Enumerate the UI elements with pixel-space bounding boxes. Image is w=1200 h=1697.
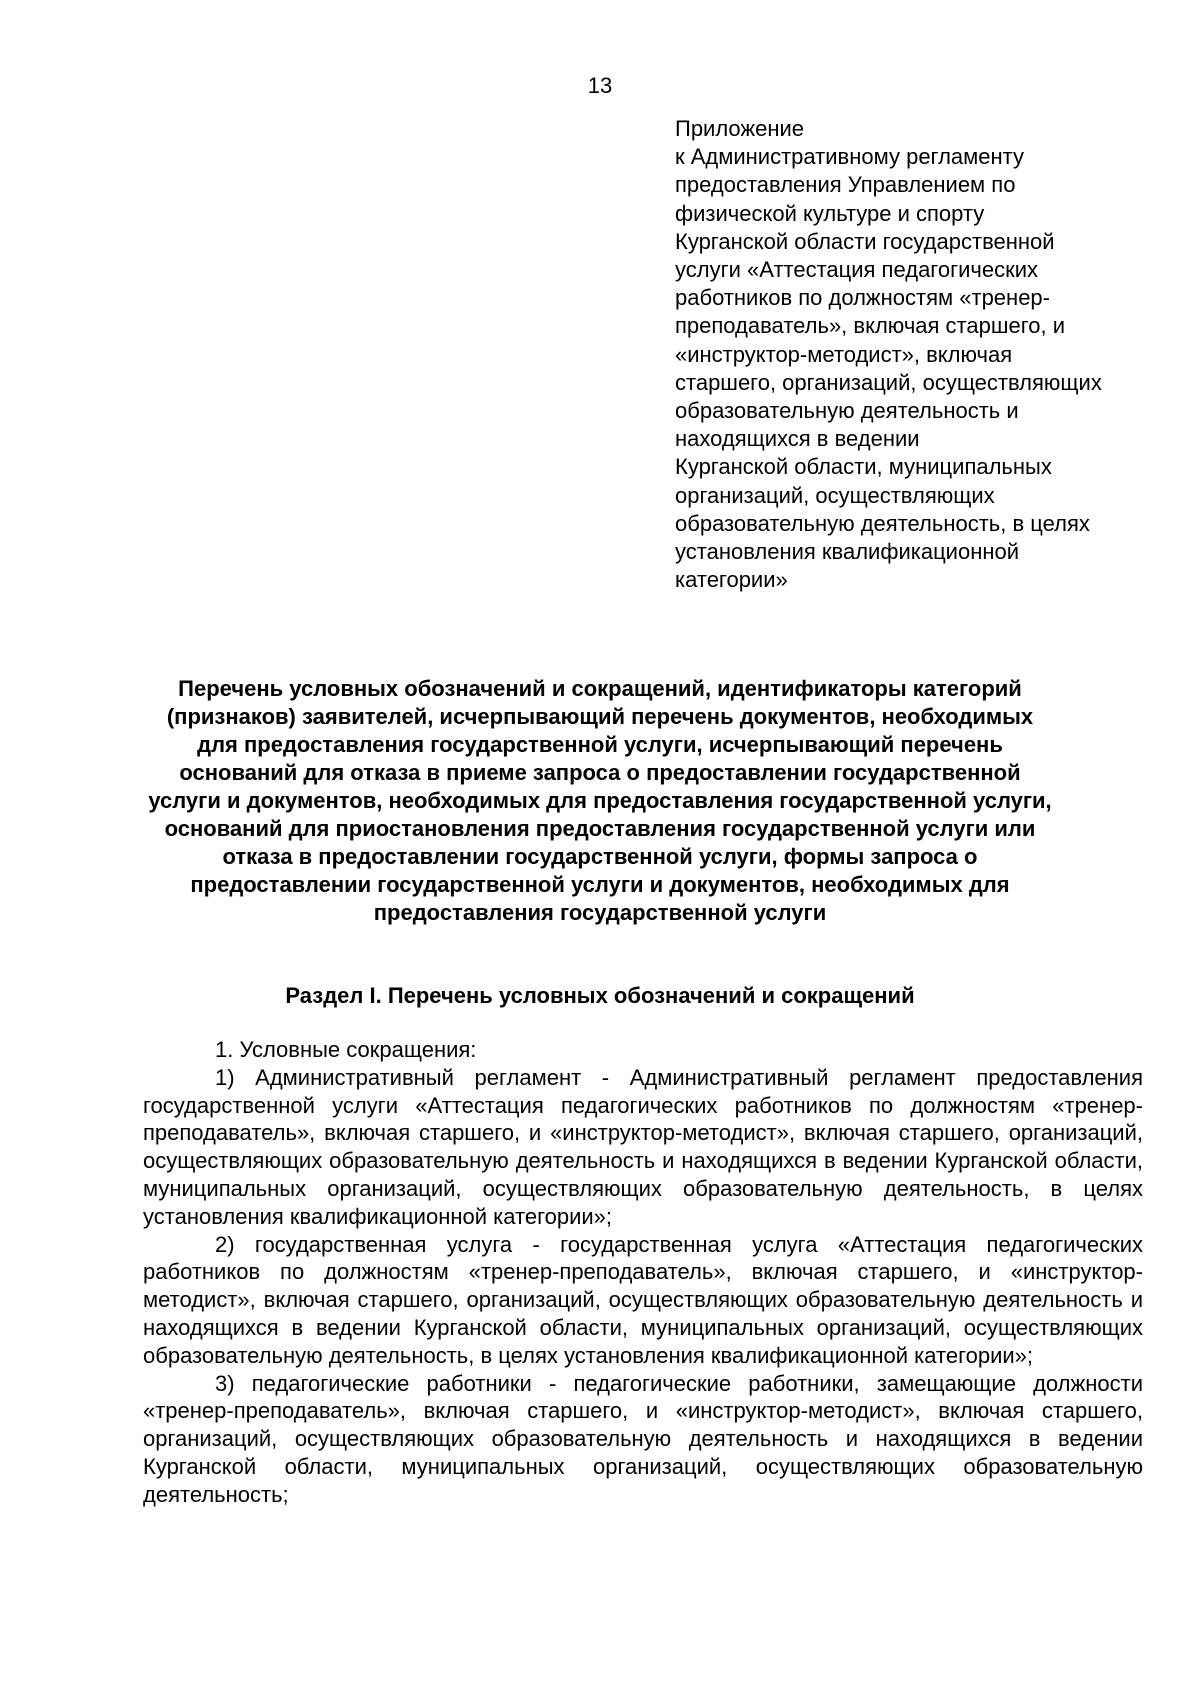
appendix-reference — [675, 115, 1145, 594]
appendix-line: «инструктор-методист», включая — [675, 341, 1013, 367]
appendix-line: работников по должностям «тренер- — [675, 285, 1050, 311]
appendix-line: физической культуре и спорту — [675, 200, 985, 226]
title-line: оснований для приостановления предоставления государственной услуги или — [164, 816, 1036, 841]
title-line: Перечень условных обозначений и сокращений, идентификаторы категорий — [178, 676, 1022, 701]
appendix-line: услуги «Аттестация педагогических — [675, 257, 1038, 283]
appendix-line: категории» — [675, 567, 788, 593]
title-line: (признаков) заявителей, исчерпывающий перечень документов, необходимых — [166, 704, 1034, 729]
page-number: 13 — [587, 73, 613, 98]
appendix-line: образовательную деятельность, в целях — [675, 510, 1090, 536]
title-line: услуги и документов, необходимых для предоставления государственной услуги, — [148, 788, 1052, 813]
title-line: отказа в предоставлении государственной услуги, формы запроса о — [222, 844, 978, 869]
title-line: предоставлении государственной услуги и документов, необходимых для — [190, 872, 1010, 897]
appendix-line: находящихся в ведении — [675, 426, 920, 452]
title-line: для предоставления государственной услуги, исчерпывающий перечень — [197, 732, 1003, 757]
appendix-line: преподаватель», включая старшего, и — [675, 313, 1066, 339]
appendix-line: Курганской области, муниципальных — [675, 454, 1052, 480]
paragraph-item-2: 2) государственная услуга - государственная услуга «Аттестация педагогических работников по должностям «тренер-преподаватель», включая старшего, и «инструктор-методист», включая старшего, организаций, осуществляющих образовательную деятельность и находящихся в ведении Курганской области, муниципальных организаций, осуществляющих образовательную деятельность, в целях установления квалификационной категории»; — [143, 1231, 1143, 1368]
title-line: предоставления государственной услуги — [373, 900, 827, 925]
section-body — [143, 1036, 1143, 1509]
appendix-line: организаций, осуществляющих — [675, 482, 995, 508]
appendix-line: установления квалификационной — [675, 539, 1020, 565]
paragraph-item-3: 3) педагогические работники - педагогические работники, замещающие должности «тренер-преподаватель», включая старшего, и «инструктор-методист», включая старшего, организаций, осуществляющих образовательную деятельность и находящихся в ведении Курганской области, муниципальных организаций, осуществляющих образовательную деятельность; — [143, 1370, 1143, 1507]
appendix-line: Курганской области государственной — [675, 228, 1055, 254]
section-heading: Раздел I. Перечень условных обозначений и сокращений — [285, 983, 915, 1008]
appendix-line: Приложение — [675, 116, 805, 141]
appendix-line: старшего, организаций, осуществляющих — [675, 369, 1102, 395]
document-title — [140, 675, 1060, 927]
appendix-line: предоставления Управлением по — [675, 172, 1016, 198]
appendix-line: образовательную деятельность и — [675, 398, 1019, 424]
title-line: оснований для отказа в приеме запроса о предоставлении государственной — [179, 760, 1021, 785]
paragraph-item-1: 1) Административный регламент - Административный регламент предоставления государственной услуги «Аттестация педагогических работников по должностям «тренер-преподаватель», включая старшего, и «инструктор-методист», включая старшего, организаций, осуществляющих образовательную деятельность и находящихся в ведении Курганской области, муниципальных организаций, осуществляющих образовательную деятельность, в целях установления квалификационной категории»; — [143, 1064, 1143, 1229]
appendix-line: к Административному регламенту — [675, 144, 1025, 170]
paragraph-abbreviations-intro: 1. Условные сокращения: — [215, 1037, 477, 1062]
